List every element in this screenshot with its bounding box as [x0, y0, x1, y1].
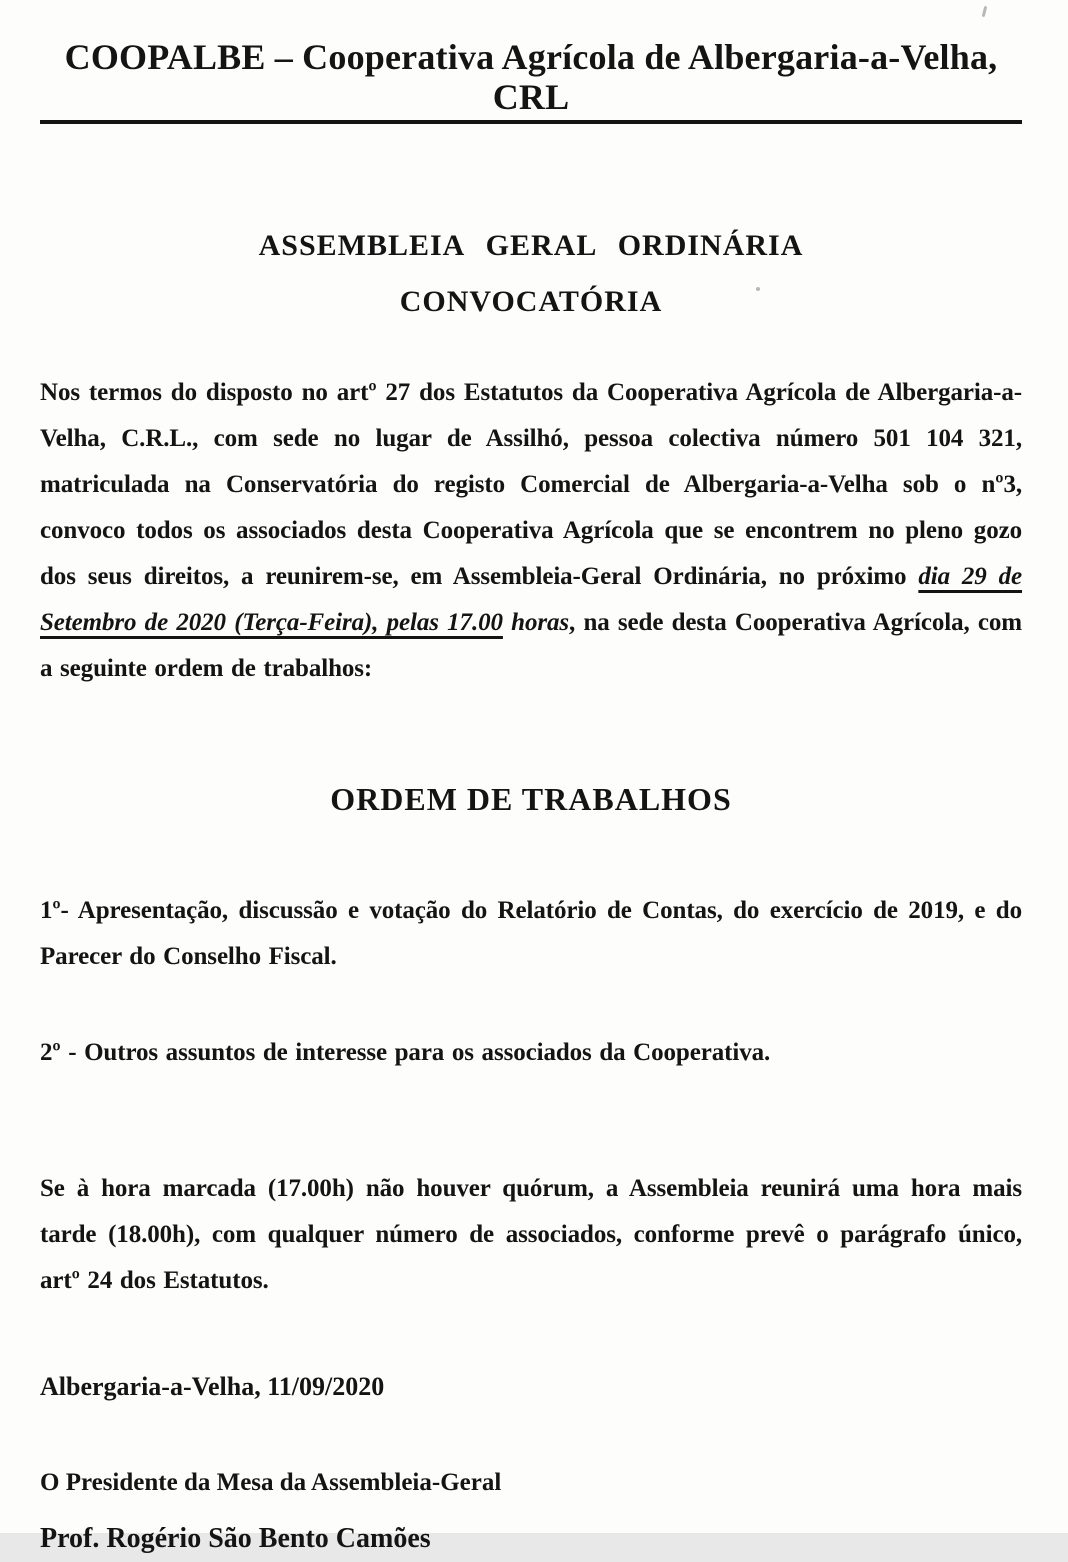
intro-text-before-date: Nos termos do disposto no artº 27 dos Estatutos da Cooperativa Agrícola de Albergaria-a-Velha, C.R.L., com sede no lugar de Assilhó, pessoa colectiva número 501 104 321, matriculada na Conservatória do registo Comercial de Albergaria-a-Velha sob o nº3, convoco todos os associados desta Cooperativa Agrícola que se encontrem no pleno gozo dos seus direitos, a reunirem-se, em Assembleia-Geral Ordinária, no próximo — [40, 379, 1022, 591]
signature-role: O Presidente da Mesa da Assembleia-Geral — [40, 1469, 502, 1497]
agenda-item-1: 1º- Apresentação, discussão e votação do Relatório de Contas, do exercício de 2019, e do Parecer do Conselho Fiscal. — [40, 897, 1022, 971]
scan-artifact — [982, 6, 988, 17]
assembly-title: ASSEMBLEIA GERAL ORDINÁRIA — [258, 229, 804, 263]
meeting-date-emphasis: dia 29 de Setembro de 2020 (Terça-Feira), pelas 17.00 — [40, 563, 1022, 637]
agenda-heading: ORDEM DE TRABALHOS — [330, 781, 732, 818]
scan-artifact — [756, 287, 760, 291]
place-date-line: Albergaria-a-Velha, 11/09/2020 — [40, 1372, 385, 1402]
intro-text-after-date: , na sede desta Cooperativa Agrícola, com a seguinte ordem de trabalhos: — [40, 609, 1022, 683]
document-header-text: COOPALBE – Cooperativa Agrícola de Albergaria-a-Velha, CRL — [40, 38, 1022, 124]
document-header — [40, 38, 1022, 124]
hours-word: horas — [502, 609, 570, 637]
intro-paragraph — [40, 370, 1022, 692]
agenda-item-2: 2º - Outros assuntos de interesse para os associados da Cooperativa. — [40, 1039, 771, 1067]
signature-name: Prof. Rogério São Bento Camões — [40, 1523, 431, 1555]
convocation-title: CONVOCATÓRIA — [399, 285, 663, 319]
quorum-paragraph: Se à hora marcada (17.00h) não houver quórum, a Assembleia reunirá uma hora mais tarde (18.00h), com qualquer número de associados, conforme prevê o parágrafo único, artº 24 dos Estatutos. — [40, 1175, 1022, 1295]
